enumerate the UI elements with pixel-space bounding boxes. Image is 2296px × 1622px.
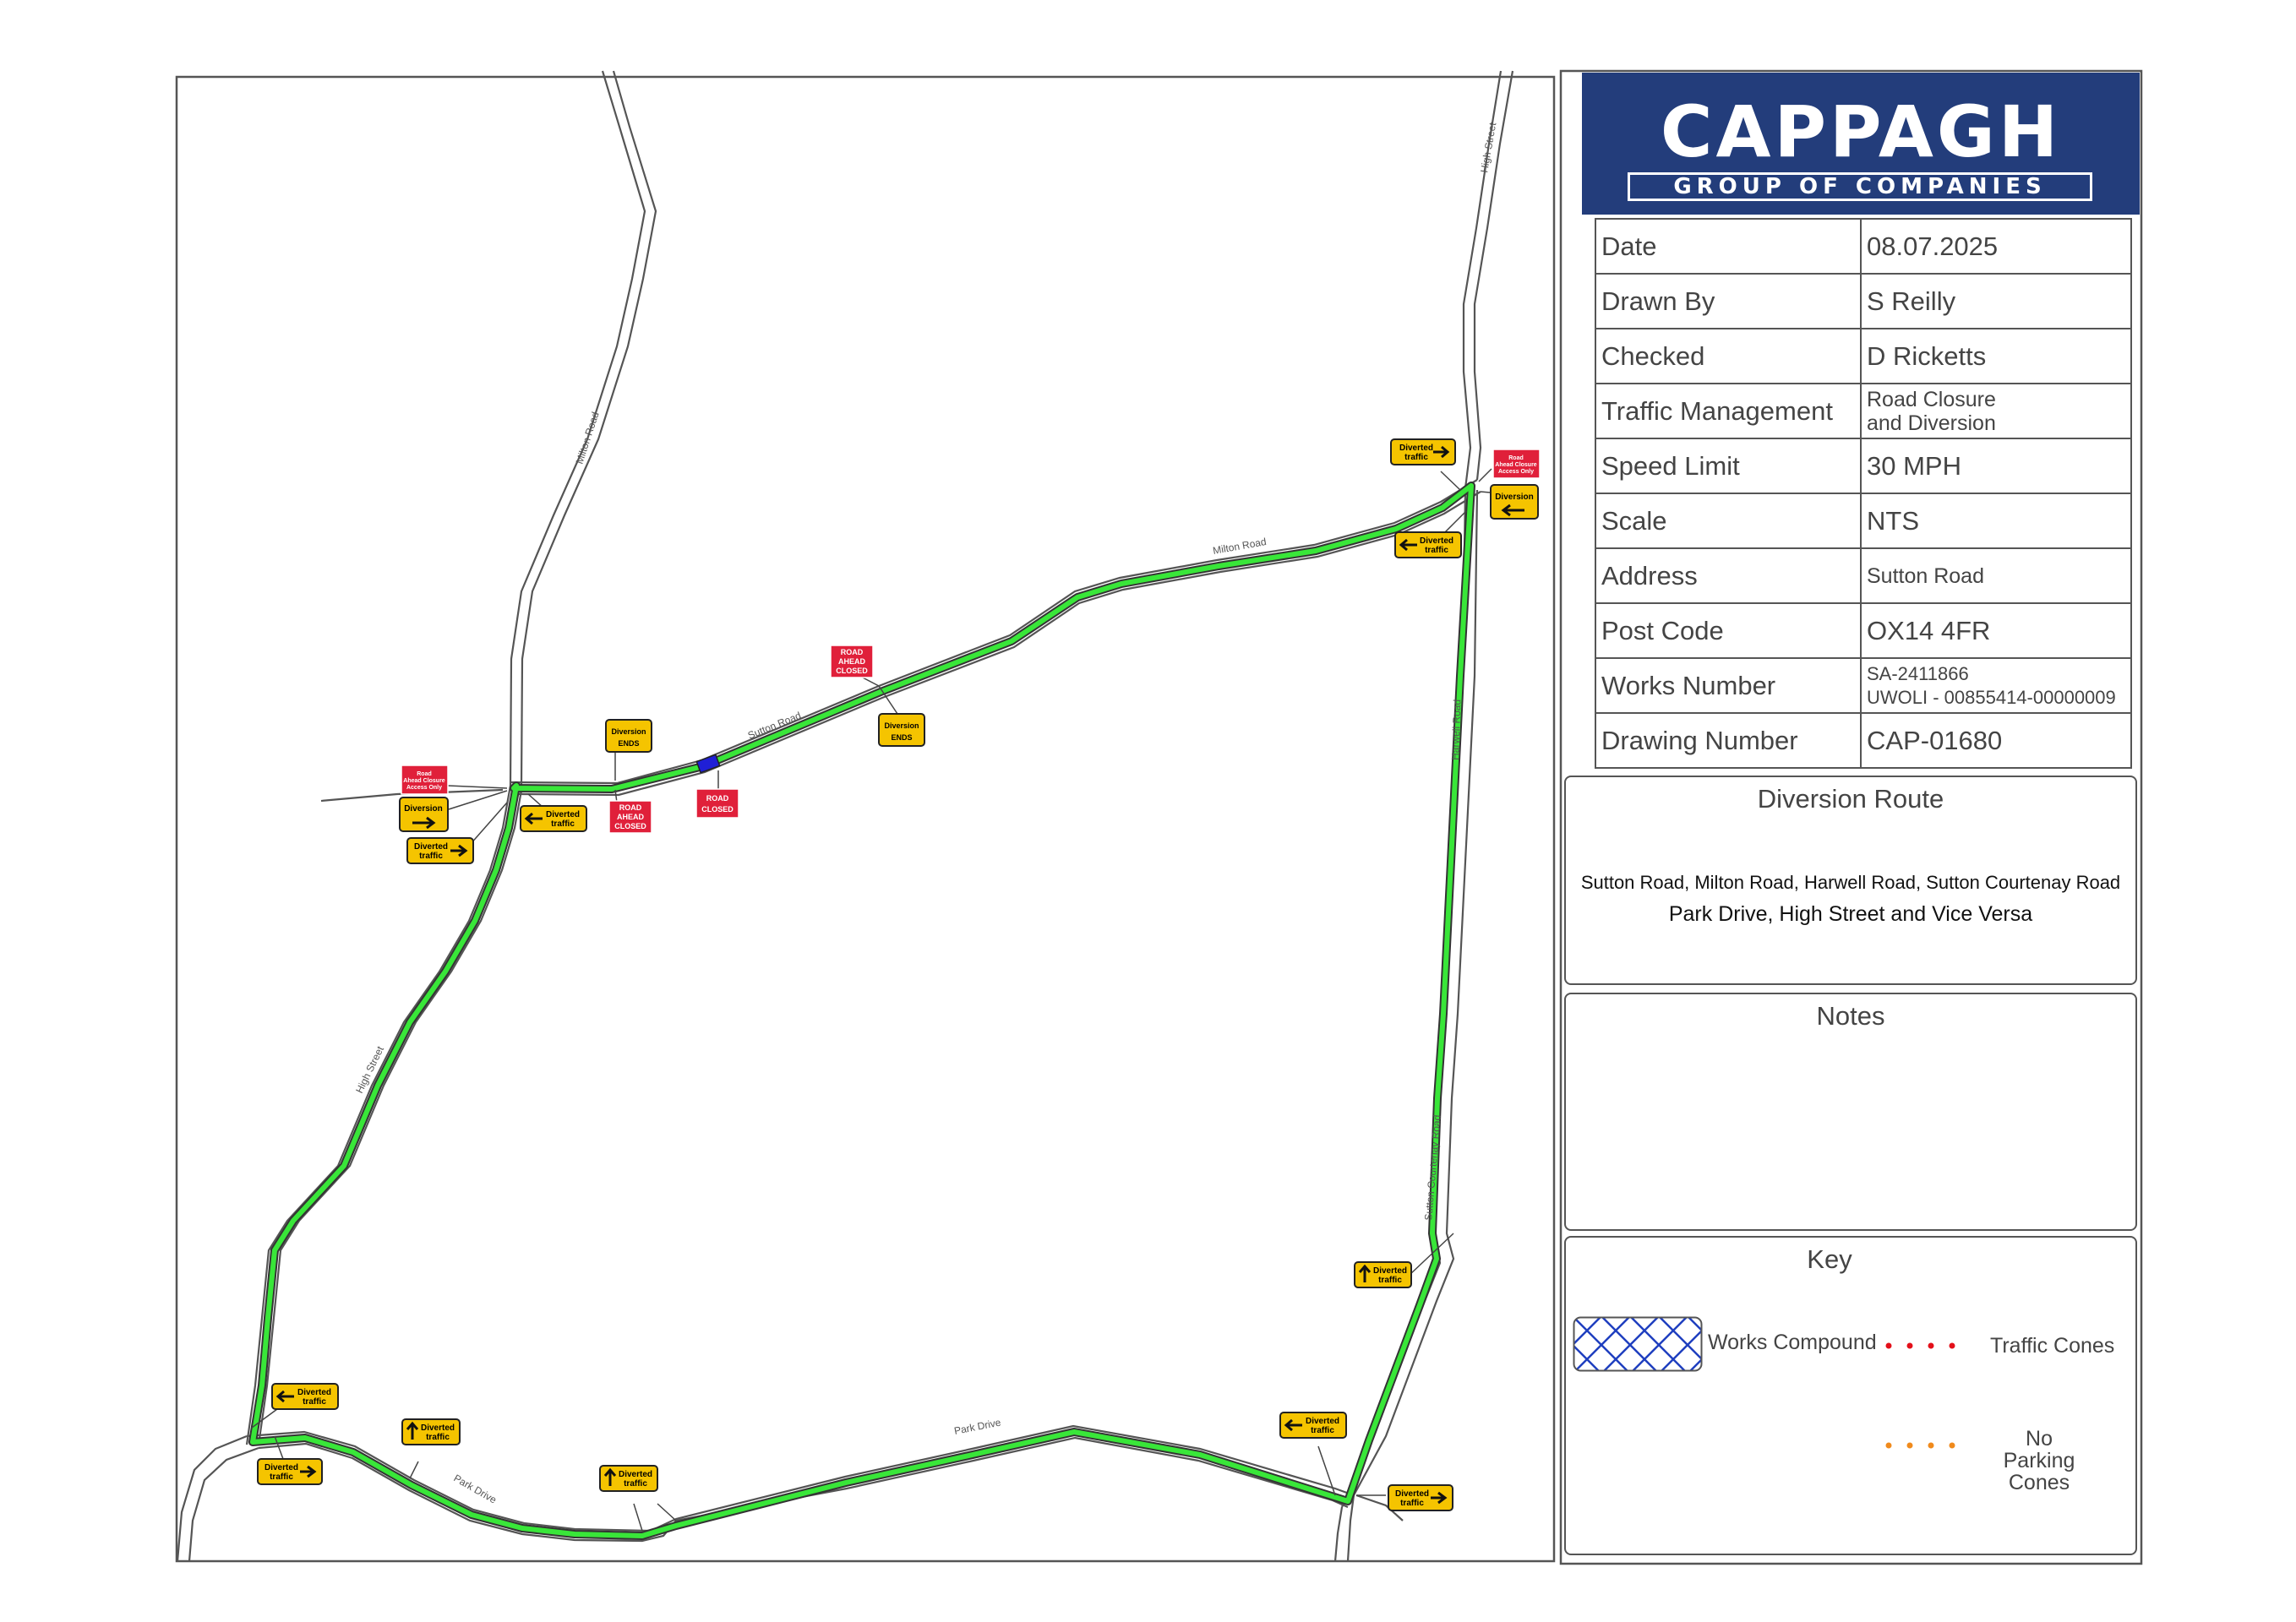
title-value: D Ricketts [1861, 329, 2131, 384]
title-label: Post Code [1595, 603, 1861, 658]
sign-label: ENDS [891, 733, 913, 742]
company-logo [1582, 73, 2140, 215]
label-sutton-road: Sutton Road [745, 709, 803, 742]
sign-label: traffic [551, 819, 575, 829]
sign-label: ROAD [840, 648, 864, 656]
key-traffic-cones-label: Traffic Cones [1990, 1334, 2115, 1358]
sign-road-closed [696, 789, 739, 818]
label-harwell-road: Harwell Road [1449, 699, 1464, 761]
key-no-parking-label [1988, 1428, 2090, 1494]
notes-panel [1564, 993, 2137, 1231]
label-milton-road-east: Milton Road [1212, 536, 1268, 557]
road-milton-road-west [510, 71, 645, 786]
sign-label: Ahead Closure [403, 778, 445, 784]
sign-label: Diversion [1495, 493, 1534, 502]
sign-label: Access Only [1497, 469, 1535, 475]
sign-diverted-traffic [258, 1459, 322, 1484]
works-compound-swatch [1573, 1316, 1703, 1372]
sign-road-ahead-closed [831, 645, 873, 678]
sign-label: Access Only [406, 785, 443, 791]
title-row-works-number [1595, 658, 2131, 713]
title-value-line: and Diversion [1867, 411, 1996, 435]
title-value: CAP-01680 [1861, 713, 2131, 768]
sign-label: Diverted [618, 1470, 653, 1479]
sign-diverted-traffic [1388, 1485, 1453, 1510]
title-row-post-code [1595, 603, 2131, 658]
title-value [1861, 658, 2131, 713]
key-title: Key [1807, 1244, 1852, 1274]
title-value: S Reilly [1861, 274, 2131, 329]
sign-diverted-traffic [1355, 1262, 1411, 1287]
sign-diversion-ends [879, 714, 924, 746]
sign-label: Diverted [545, 810, 581, 819]
company-subtitle: GROUP OF COMPANIES [1628, 172, 2092, 201]
title-label: Works Number [1595, 658, 1861, 713]
sign-diversion [400, 797, 448, 831]
label-park-drive-center: Park Drive [952, 1416, 1002, 1437]
sign-diverted-traffic [407, 838, 473, 863]
sign-label: Diversion [884, 721, 919, 730]
sign-label: traffic [1425, 546, 1448, 555]
sign-label: Diverted [1394, 1489, 1430, 1499]
sign-label: ROAD [706, 794, 729, 803]
diversion-route-line1: Sutton Road, Milton Road, Harwell Road, Sutton Courtenay Road [1580, 872, 2121, 893]
sign-label: Diverted [1399, 444, 1434, 453]
sign-diversion [1491, 485, 1538, 519]
sign-diverted-traffic [521, 806, 586, 831]
sign-road-ahead-closure [1493, 449, 1540, 478]
sign-label: Diverted [297, 1388, 332, 1397]
title-value: 30 MPH [1861, 438, 2131, 493]
company-name: CAPPAGH [1660, 90, 2062, 173]
title-value: NTS [1861, 493, 2131, 548]
sign-label: CLOSED [836, 667, 868, 675]
sign-label: Diverted [1372, 1266, 1408, 1276]
label-sutton-courtenay-road: Sutton Courtenay Road [1422, 1114, 1443, 1222]
road-sutton-road [510, 480, 1477, 783]
sign-road-ahead-closed [609, 801, 652, 833]
key-works-compound-label: Works Compound [1708, 1331, 1877, 1354]
title-row-drawn-by [1595, 274, 2131, 329]
key-panel [1564, 1236, 2137, 1555]
sign-label: ROAD [619, 803, 642, 812]
sign-label: traffic [1404, 453, 1428, 462]
traffic-cones-icon [1884, 1339, 1968, 1353]
diversion-route-line2: Park Drive, High Street and Vice Versa [1668, 902, 2033, 926]
title-label: Traffic Management [1595, 384, 1861, 438]
road-high-street-west [247, 786, 510, 1445]
title-label: Checked [1595, 329, 1861, 384]
title-row-checked [1595, 329, 2131, 384]
sign-diverted-traffic [600, 1466, 657, 1491]
title-value: OX14 4FR [1861, 603, 2131, 658]
sign-label: AHEAD [616, 813, 645, 821]
sign-diverted-traffic [1395, 532, 1461, 558]
road-network [177, 71, 1513, 1561]
sign-label: Diverted [420, 1423, 455, 1433]
sign-road-ahead-closure [401, 765, 448, 794]
no-parking-cones-icon [1884, 1439, 1968, 1452]
title-row-traffic-management [1595, 384, 2131, 438]
sign-label: traffic [624, 1479, 647, 1489]
sign-label: traffic [303, 1397, 326, 1407]
sign-diverted-traffic [402, 1419, 460, 1445]
title-row-speed-limit [1595, 438, 2131, 493]
sign-diversion-ends [606, 720, 652, 752]
diversion-route-title: Diversion Route [1757, 784, 1944, 814]
diversion-route-panel [1564, 776, 2137, 985]
title-value: Sutton Road [1861, 548, 2131, 603]
sign-label: Diversion [611, 727, 646, 736]
title-row-address [1595, 548, 2131, 603]
map-frame [177, 77, 1554, 1561]
label-milton-road-west: Milton Road [573, 410, 602, 465]
sign-label: traffic [426, 1433, 450, 1442]
sign-label: traffic [270, 1472, 293, 1482]
sign-diverted-traffic [1280, 1412, 1346, 1438]
sign-label: Diverted [413, 842, 449, 852]
sign-label: traffic [1400, 1499, 1424, 1508]
key-no-parking-line: Cones [2008, 1471, 2070, 1494]
sign-label: AHEAD [837, 657, 866, 666]
sign-label: Road [1508, 455, 1524, 461]
label-high-street-ne: High Street [1478, 121, 1499, 174]
title-value-line: SA-2411866 [1867, 662, 1969, 684]
title-row-drawing-number [1595, 713, 2131, 768]
sign-diverted-traffic [1391, 439, 1455, 465]
sign-label: ENDS [618, 739, 640, 748]
title-row-date [1595, 219, 2131, 274]
sign-label: Diverted [1305, 1417, 1340, 1426]
notes-title: Notes [1816, 1001, 1885, 1031]
title-value-line: UWOLI - 00855414-00000009 [1867, 686, 2116, 708]
title-row-scale [1595, 493, 2131, 548]
title-block-table [1595, 218, 2132, 769]
sign-label: Road [417, 771, 432, 777]
label-park-drive-west: Park Drive [451, 1472, 499, 1506]
sign-label: Diversion [404, 804, 443, 814]
title-value [1861, 384, 2131, 438]
sign-label: traffic [1311, 1426, 1334, 1435]
sign-label: CLOSED [701, 805, 734, 814]
title-label: Speed Limit [1595, 438, 1861, 493]
title-label: Scale [1595, 493, 1861, 548]
sign-diverted-traffic [272, 1384, 338, 1409]
title-value: 08.07.2025 [1861, 219, 2131, 274]
sign-label: traffic [419, 852, 443, 861]
sign-label: CLOSED [614, 822, 646, 830]
sign-label: Diverted [264, 1463, 299, 1472]
key-no-parking-line: No Parking [2003, 1427, 2075, 1472]
title-label: Drawn By [1595, 274, 1861, 329]
title-label: Date [1595, 219, 1861, 274]
title-label: Drawing Number [1595, 713, 1861, 768]
diversion-route-line [253, 486, 1471, 1536]
title-label: Address [1595, 548, 1861, 603]
sign-label: Diverted [1419, 536, 1454, 546]
sign-label: traffic [1378, 1276, 1402, 1285]
sign-label: Ahead Closure [1495, 462, 1537, 468]
label-high-street-west: High Street [353, 1044, 387, 1096]
title-value-line: Road Closure [1867, 387, 1996, 411]
works-compound-marker [696, 754, 719, 772]
